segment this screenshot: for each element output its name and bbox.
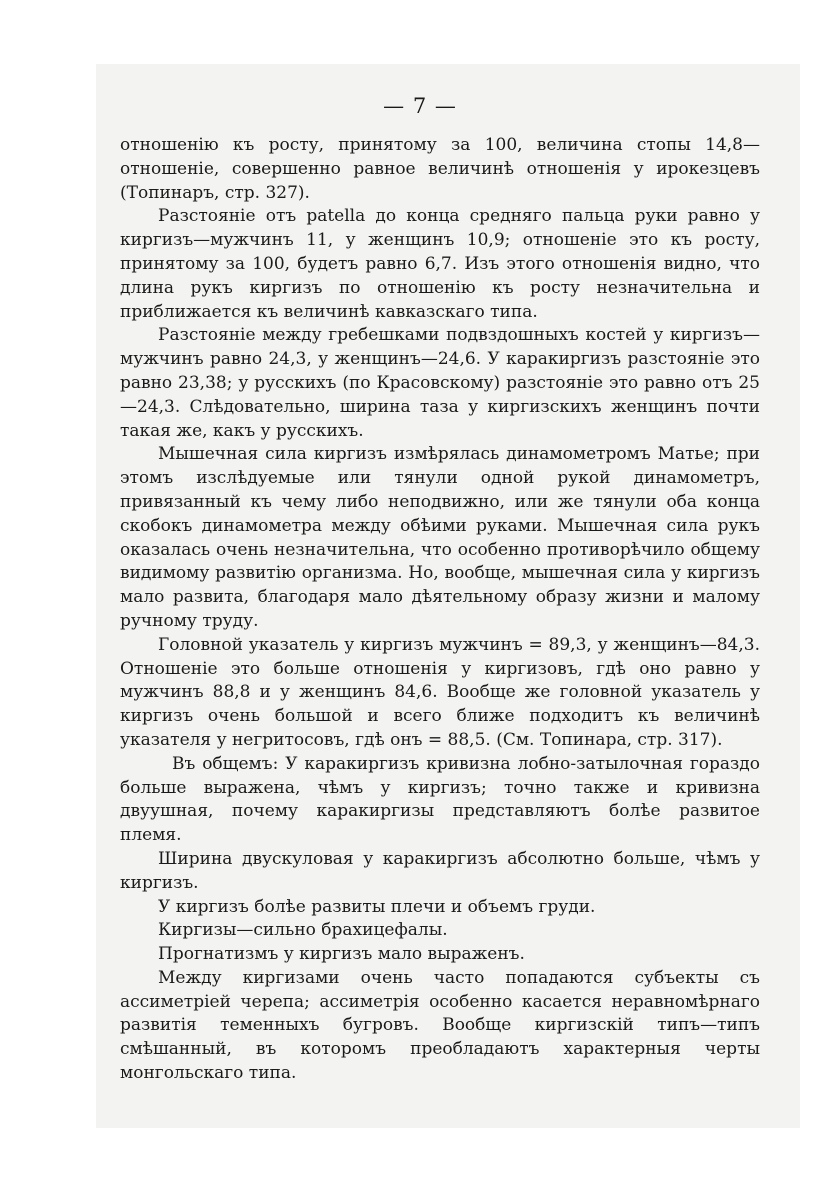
paragraph: Разстояніе между гребешками подвздошныхъ костей у киргизъ—мужчинъ равно 24,3, у женщинъ—24,6. У каракиргизъ разстояніе это равно 23,38; у русскихъ (по Красовскому) разстояніе это равно отъ 25—24,3. Слѣдовательно, ширина таза у киргизскихъ женщинъ почти такая же, какъ у русскихъ. [120, 325, 760, 441]
paragraph: Мышечная сила киргизъ измѣрялась динамометромъ Матье; при этомъ изслѣдуемые или тянули одной рукой динамометръ, привязанный къ чему либо неподвижно, или же тянули оба конца скобокъ динамометра между обѣими руками. Мышечная сила рукъ оказалась очень незначительна, что особенно противорѣчило общему видимому развитію организма. Но, вообще, мышечная сила у киргизъ мало развита, благодаря мало дѣятельному образу жизни и малому ручному труду. [120, 444, 760, 631]
paragraph: Въ общемъ: У каракиргизъ кривизна лобно-затылочная гораздо больше выражена, чѣмъ у киргизъ; точно также и кривизна двуушная, почему каракиргизы представляютъ болѣе развитое племя. [120, 753, 760, 846]
page-number: — 7 — [383, 94, 457, 118]
paragraph: Головной указатель у киргизъ мужчинъ = 89,3, у женщинъ—84,3. Отношеніе это больше отношенія у киргизовъ, гдѣ оно равно у мужчинъ 88,8 и у женщинъ 84,6. Вообще же головной указатель у киргизъ очень большой и всего ближе подходитъ къ величинѣ указателя у негритосовъ, гдѣ онъ = 88,5. (См. Топинара, стр. 317). [120, 634, 760, 750]
paragraph: Киргизы—сильно брахицефалы. [158, 920, 448, 941]
paragraph-continuation: отношенію къ росту, принятому за 100, величина стопы 14,8—отношеніе, совершенно равное величинѣ отношенія у ирокезцевъ (Топинаръ, стр. 327). [120, 135, 760, 203]
paragraph: У киргизъ болѣе развиты плечи и объемъ груди. [158, 896, 596, 917]
paragraph: Разстояніе отъ patella до конца средняго пальца руки равно у киргизъ—мужчинъ 11, у женщинъ 10,9; отношеніе это къ росту, принятому за 100, будетъ равно 6,7. Изъ этого отношенія видно, что длина рукъ киргизъ по отношенію къ росту незначительна и приближается къ величинѣ кавказскаго типа. [120, 206, 760, 322]
paragraph: Ширина двускуловая у каракиргизъ абсолютно больше, чѣмъ у киргизъ. [120, 848, 760, 893]
body-text [120, 134, 760, 1086]
paragraph: Прогнатизмъ у киргизъ мало выраженъ. [158, 944, 525, 965]
paragraph: Между киргизами очень часто попадаются субъекты съ ассиметріей черепа; ассиметрія особенно касается неравномѣрнаго развитія теменныхъ бугровъ. Вообще киргизскій типъ—типъ смѣшанный, въ которомъ преобладаютъ характерныя черты монгольскаго типа. [120, 967, 760, 1084]
